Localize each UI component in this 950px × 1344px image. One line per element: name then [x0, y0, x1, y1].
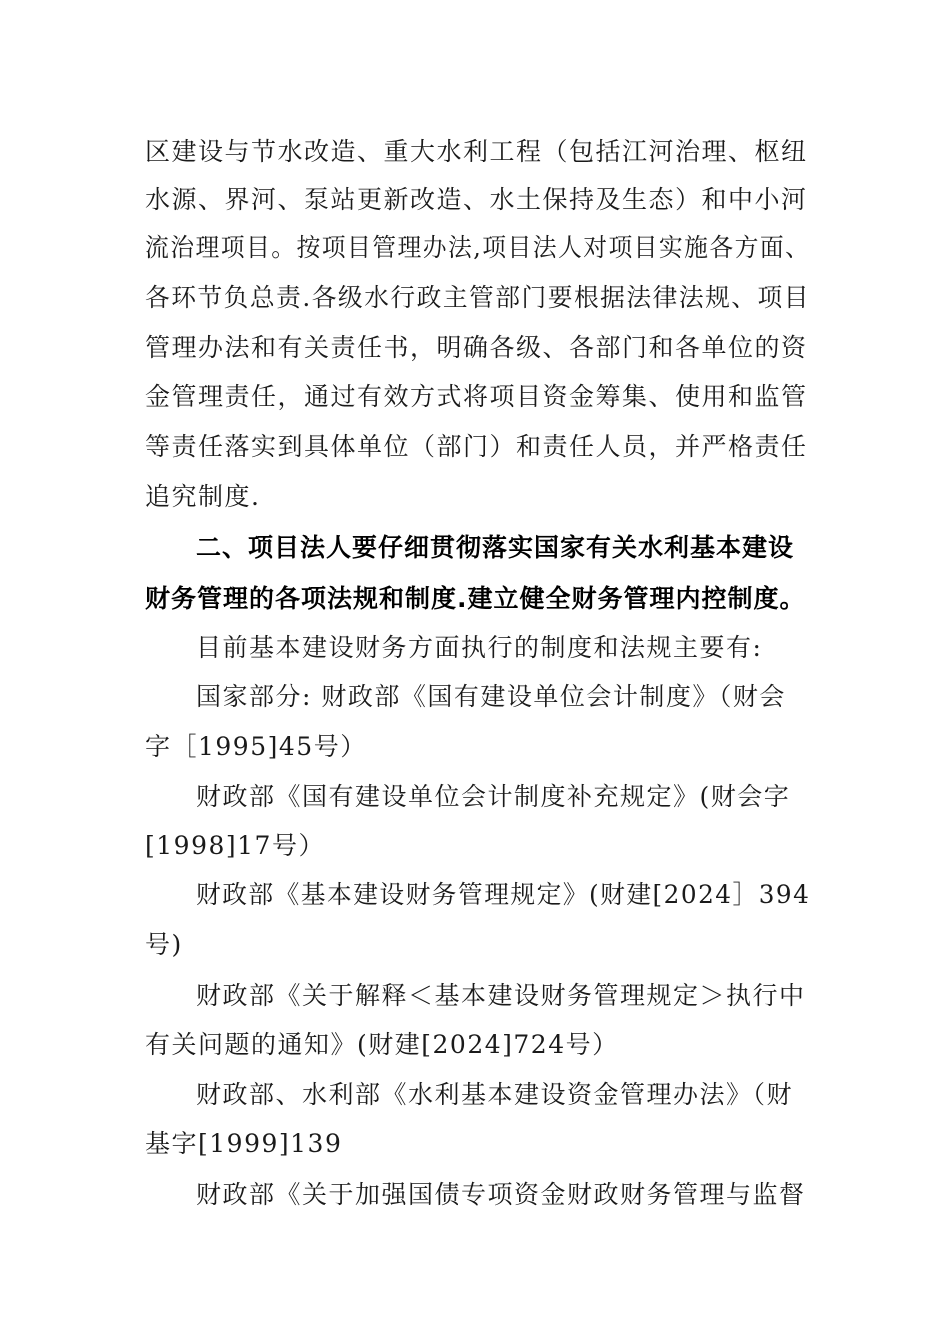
body-text-line: 流治理项目。按项目管理办法,项目法人对项目实施各方面、 [145, 233, 811, 262]
regulation-item: 财政部、水利部《水利基本建设资金管理办法》（财 [196, 1080, 794, 1109]
section-heading-continued: 财务管理的各项法规和制度.建立健全财务管理内控制度。 [145, 584, 806, 613]
regulation-item-continued: 号) [145, 930, 183, 959]
body-text-line: 区建设与节水改造、重大水利工程（包括江河治理、枢纽 [145, 137, 808, 166]
body-text-line: 追究制度. [145, 482, 261, 511]
body-text-line: 管理办法和有关责任书，明确各级、各部门和各单位的资 [145, 333, 808, 362]
regulation-item: 财政部《国有建设单位会计制度补充规定》(财会字 [196, 782, 791, 811]
section-heading: 二、项目法人要仔细贯彻落实国家有关水利基本建设 [196, 533, 795, 562]
regulation-item-continued: 有关问题的通知》(财建[2024]724号） [145, 1030, 619, 1059]
regulation-item: 财政部《关于解释＜基本建设财务管理规定＞执行中 [196, 981, 806, 1010]
regulation-item: 国家部分: 财政部《国有建设单位会计制度》（财会 [196, 682, 786, 711]
body-text-line: 等责任落实到具体单位（部门）和责任人员，并严格责任 [145, 432, 808, 461]
regulation-item: 财政部《基本建设财务管理规定》(财建[2024］394 [196, 880, 811, 909]
regulation-item-continued: 字［1995]45号） [145, 732, 367, 761]
body-text-line: 水源、界河、泵站更新改造、水土保持及生态）和中小河 [145, 185, 808, 214]
regulation-item-continued: 基字[1999]139 [145, 1129, 343, 1158]
body-text-line: 各环节负总责.各级水行政主管部门要根据法律法规、项目 [145, 283, 810, 312]
body-text-line: 金管理责任，通过有效方式将项目资金筹集、使用和监管 [145, 382, 808, 411]
regulation-item: 财政部《关于加强国债专项资金财政财务管理与监督 [196, 1180, 806, 1209]
body-text-line: 目前基本建设财务方面执行的制度和法规主要有: [196, 633, 763, 662]
regulation-item-continued: [1998]17号） [145, 831, 325, 860]
